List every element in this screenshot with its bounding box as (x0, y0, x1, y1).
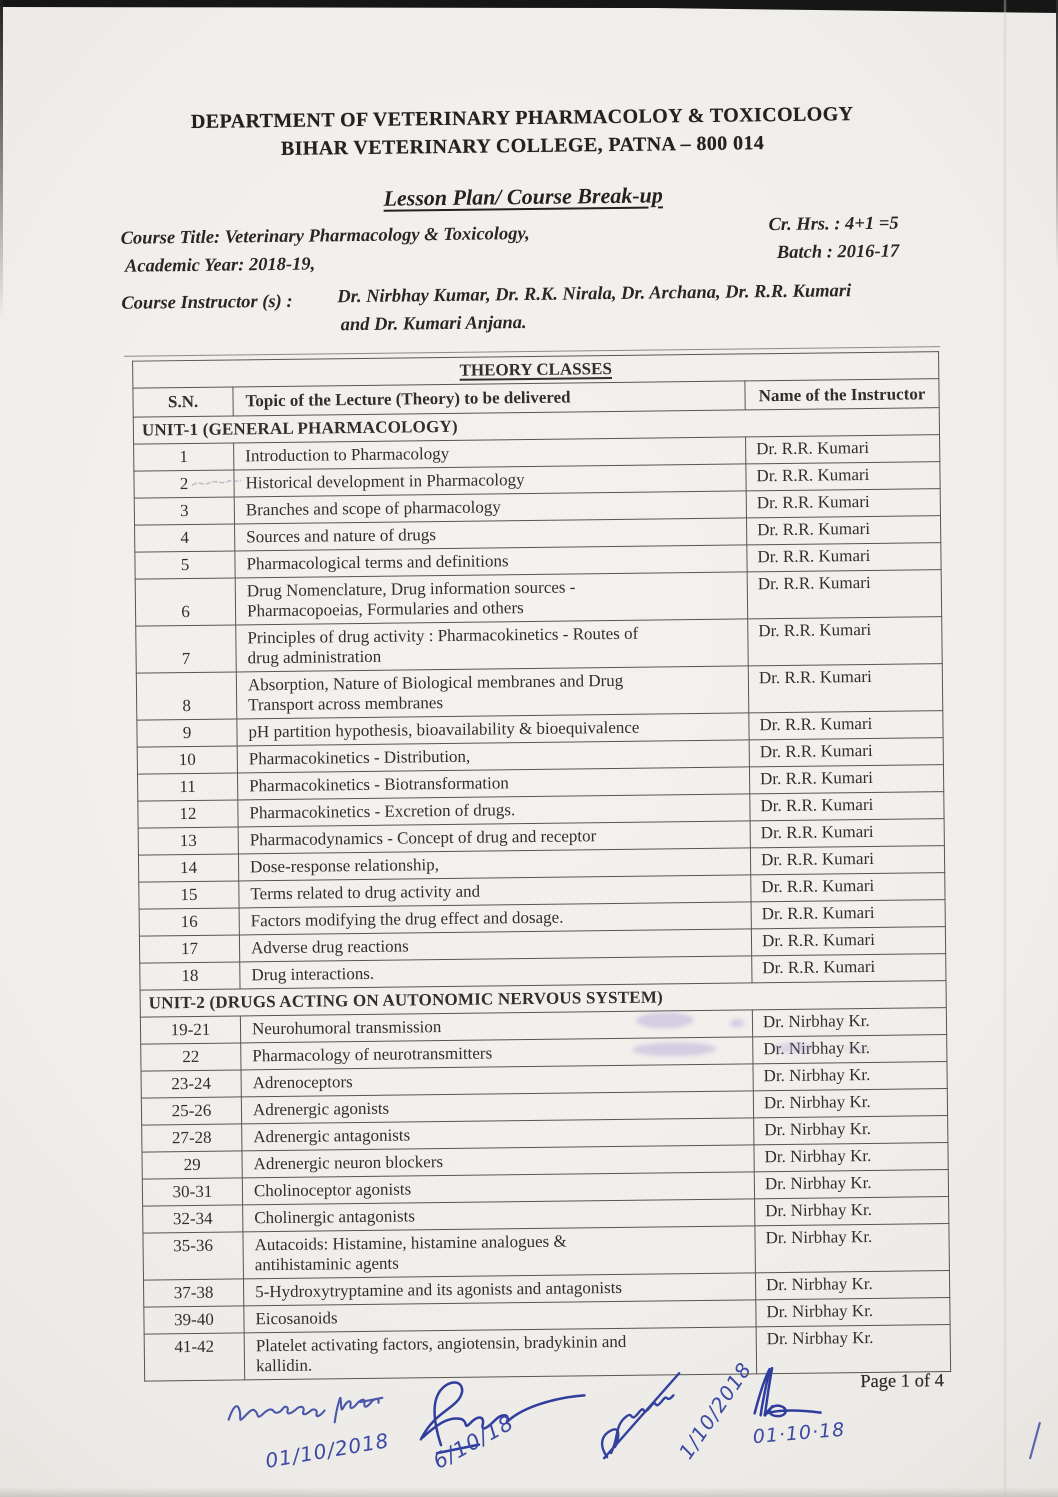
topic-cell: Pharmacokinetics - Excretion of drugs. (238, 794, 750, 827)
serial-number-cell: 5 (135, 551, 235, 579)
instructor-cell: Dr. Nirbhay Kr. (755, 1197, 949, 1226)
pen-slash-mark (1025, 1418, 1046, 1462)
instructor-cell: Dr. R.R. Kumari (748, 617, 943, 666)
college-heading: BIHAR VETERINARY COLLEGE, PATNA – 800 014 (280, 132, 765, 160)
signatures-block (148, 1351, 990, 1496)
serial-number-cell: 2 (134, 470, 234, 498)
table-section-title: THEORY CLASSES (133, 352, 939, 389)
topic-cell: Introduction to Pharmacology (234, 437, 746, 470)
serial-number-cell: 11 (137, 773, 237, 801)
instructors-label: Course Instructor (s) : (121, 291, 293, 314)
serial-number-cell: 10 (137, 746, 237, 774)
department-heading: DEPARTMENT OF VETERINARY PHARMACOLOY & TOXICOLOGY (190, 103, 854, 133)
instructor-cell: Dr. Nirbhay Kr. (753, 1089, 947, 1118)
instructor-cell: Dr. R.R. Kumari (749, 765, 943, 794)
instructor-cell: Dr. R.R. Kumari (747, 543, 941, 572)
instructor-cell: Dr. Nirbhay Kr. (752, 1008, 946, 1037)
instructor-cell: Dr. R.R. Kumari (746, 489, 940, 518)
topic-cell: Eicosanoids (244, 1300, 756, 1333)
topic-cell: Autacoids: Histamine, histamine analogues & antihistaminic agents (243, 1226, 756, 1279)
serial-number-cell: 22 (141, 1043, 241, 1071)
signature-1-date: 01/10/2018 (263, 1428, 392, 1473)
signature-1 (228, 1397, 382, 1424)
instructor-cell: Dr. Nirbhay Kr. (756, 1325, 951, 1374)
topic-cell: Neurohumoral transmission (240, 1010, 752, 1043)
document-title-text: Lesson Plan/ Course Break-up (383, 182, 663, 211)
scan-edge-bottom (0, 1487, 1058, 1497)
batch: Batch : 2016-17 (776, 241, 900, 264)
topic-cell: Platelet activating factors, angiotensin, bradykinin and kallidin. (244, 1327, 757, 1380)
topic-cell: Drug interactions. (240, 956, 752, 989)
instructors-line1: Dr. Nirbhay Kumar, Dr. R.K. Nirala, Dr. Archana, Dr. R.R. Kumari (337, 281, 852, 308)
serial-number-cell: 23-24 (141, 1070, 241, 1098)
instructor-cell: Dr. R.R. Kumari (750, 819, 944, 848)
instructor-cell: Dr. R.R. Kumari (751, 900, 945, 929)
instructor-cell: Dr. R.R. Kumari (747, 570, 942, 619)
topic-cell: Adrenergic neuron blockers (242, 1145, 754, 1178)
column-header-topic: Topic of the Lecture (Theory) to be delivered (233, 381, 745, 416)
signature-3 (601, 1373, 680, 1458)
instructor-cell: Dr. R.R. Kumari (752, 954, 946, 983)
instructor-cell: Dr. R.R. Kumari (750, 792, 944, 821)
unit-title: UNIT-2 (DRUGS ACTING ON AUTONOMIC NERVOUS SYSTEM) (140, 981, 946, 1018)
instructor-cell: Dr. R.R. Kumari (751, 927, 945, 956)
theory-classes-table (132, 351, 951, 1382)
column-header-sn: S.N. (133, 387, 233, 417)
instructors-line2: and Dr. Kumari Anjana. (340, 313, 527, 336)
serial-number-cell: 14 (138, 854, 238, 882)
document-title (0, 178, 1052, 217)
instructor-cell: Dr. R.R. Kumari (746, 516, 940, 545)
serial-number-cell: 9 (137, 719, 237, 747)
signature-4-date: 01·10·18 (751, 1418, 847, 1449)
course-title: Course Title: Veterinary Pharmacology & Toxicology, (120, 223, 530, 249)
instructor-cell: Dr. R.R. Kumari (749, 711, 943, 740)
serial-number-cell: 39-40 (144, 1306, 244, 1334)
instructor-cell: Dr. Nirbhay Kr. (753, 1062, 947, 1091)
serial-number-cell: 15 (139, 881, 239, 909)
serial-number-cell: 29 (142, 1151, 242, 1179)
topic-cell: Drug Nomenclature, Drug information sources - Pharmacopoeias, Formularies and others (235, 572, 748, 625)
topic-cell: Terms related to drug activity and (239, 875, 751, 908)
signature-4 (754, 1368, 821, 1417)
topic-cell: Adrenergic antagonists (242, 1118, 754, 1151)
serial-number-cell: 8 (136, 672, 237, 720)
pencil-scribble (189, 473, 243, 492)
instructor-cell: Dr. Nirbhay Kr. (754, 1170, 948, 1199)
paper-crease (1004, 0, 1006, 1497)
serial-number-cell: 41-42 (144, 1333, 245, 1381)
instructor-cell: Dr. Nirbhay Kr. (753, 1035, 947, 1064)
instructor-cell: Dr. R.R. Kumari (746, 435, 940, 464)
topic-cell: Branches and scope of pharmacology (234, 491, 746, 524)
instructor-cell: Dr. R.R. Kumari (751, 873, 945, 902)
unit-title: UNIT-1 (GENERAL PHARMACOLOGY) (133, 408, 939, 445)
page-number-label: Page 1 of 4 (860, 1371, 945, 1393)
serial-number-cell: 32-34 (143, 1205, 243, 1233)
topic-cell: Principles of drug activity : Pharmacokinetics - Routes of drug administration (236, 619, 749, 672)
topic-cell: Pharmacokinetics - Biotransformation (237, 767, 749, 800)
serial-number-cell: 3 (134, 497, 234, 525)
topic-cell: Adverse drug reactions (239, 929, 751, 962)
topic-cell: Factors modifying the drug effect and dosage. (239, 902, 751, 935)
academic-year: Academic Year: 2018-19, (124, 254, 316, 277)
scan-edge-left (0, 0, 3, 320)
serial-number-cell: 35-36 (143, 1232, 244, 1280)
instructor-cell: Dr. R.R. Kumari (746, 462, 940, 491)
theory-table-body (133, 408, 950, 1381)
instructor-cell: Dr. Nirbhay Kr. (755, 1224, 950, 1273)
serial-number-cell: 17 (139, 935, 239, 963)
column-header-instructor: Name of the Instructor (745, 379, 939, 410)
credit-hours: Cr. Hrs. : 4+1 =5 (768, 213, 899, 236)
instructor-cell: Dr. R.R. Kumari (750, 846, 944, 875)
serial-number-cell: 27-28 (142, 1124, 242, 1152)
serial-number-cell: 30-31 (142, 1178, 242, 1206)
topic-cell: Pharmacokinetics - Distribution, (237, 740, 749, 773)
topic-cell: Adrenoceptors (241, 1064, 753, 1097)
serial-number-cell: 25-26 (141, 1097, 241, 1125)
topic-cell: Sources and nature of drugs (235, 518, 747, 551)
instructor-cell: Dr. R.R. Kumari (749, 738, 943, 767)
instructor-cell: Dr. Nirbhay Kr. (755, 1271, 949, 1300)
serial-number-cell: 4 (135, 524, 235, 552)
serial-number-cell: 16 (139, 908, 239, 936)
topic-cell: Cholinoceptor agonists (242, 1172, 754, 1205)
instructor-cell: Dr. Nirbhay Kr. (756, 1298, 950, 1327)
topic-cell: Pharmacodynamics - Concept of drug and receptor (238, 821, 750, 854)
topic-cell: 5-Hydroxytryptamine and its agonists and antagonists (243, 1273, 755, 1306)
instructor-cell: Dr. Nirbhay Kr. (754, 1143, 948, 1172)
instructor-cell: Dr. R.R. Kumari (748, 664, 943, 713)
topic-cell: Absorption, Nature of Biological membranes and Drug Transport across membranes (236, 666, 749, 719)
instructor-cell: Dr. Nirbhay Kr. (754, 1116, 948, 1145)
topic-cell: Pharmacology of neurotransmitters (241, 1037, 753, 1070)
serial-number-cell: 18 (140, 962, 240, 990)
signature-2-date: 6/10/18 (429, 1410, 518, 1474)
serial-number-cell: 12 (138, 800, 238, 828)
topic-cell: pH partition hypothesis, bioavailability & bioequivalence (237, 713, 749, 746)
serial-number-cell: 6 (135, 578, 236, 626)
serial-number-cell: 19-21 (140, 1016, 240, 1044)
serial-number-cell: 37-38 (143, 1279, 243, 1307)
serial-number-cell: 7 (136, 625, 237, 673)
topic-cell: Dose-response relationship, (238, 848, 750, 881)
serial-number-cell: 1 (134, 443, 234, 471)
topic-cell: Pharmacological terms and definitions (235, 545, 747, 578)
serial-number-cell: 13 (138, 827, 238, 855)
signature-3-date: 1/10/2018 (673, 1357, 757, 1464)
topic-cell: Cholinergic antagonists (243, 1199, 755, 1232)
topic-cell: Historical development in Pharmacology (234, 464, 746, 497)
topic-cell: Adrenergic agonists (241, 1091, 753, 1124)
